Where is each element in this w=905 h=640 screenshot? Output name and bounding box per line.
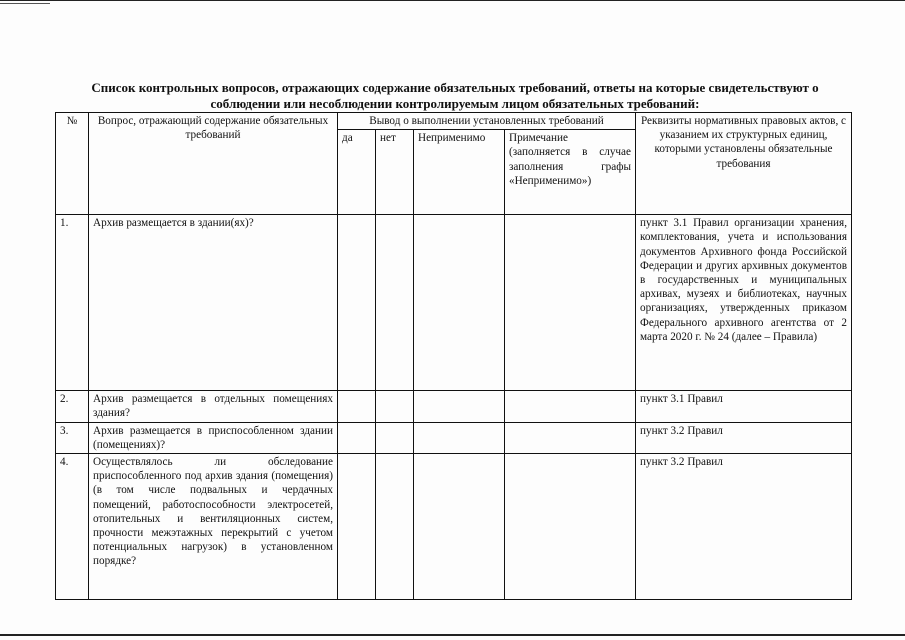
row-requisites: пункт 3.1 Правил (636, 391, 852, 422)
header-conclusion: Вывод о выполнении установленных требований (338, 113, 636, 130)
scan-edge-top (0, 0, 905, 1)
row-question: Архив размещается в здании(ях)? (89, 215, 338, 391)
table-row (56, 422, 852, 453)
header-num: № (56, 113, 89, 215)
header-no: нет (376, 130, 414, 215)
table-row (56, 454, 852, 600)
header-requisites: Реквизиты нормативных правовых актов, с указанием их структурных единиц, которыми установлены обязательные требования (636, 113, 852, 215)
row-number: 2. (56, 391, 89, 422)
checklist-table (55, 112, 852, 600)
cell-yes (338, 215, 376, 391)
cell-no (376, 422, 414, 453)
row-question: Архив размещается в отдельных помещениях здания? (89, 391, 338, 422)
cell-yes (338, 454, 376, 600)
row-requisites: пункт 3.2 Правил (636, 422, 852, 453)
scan-edge-left-mark (0, 3, 50, 4)
row-number: 3. (56, 422, 89, 453)
scan-edge-bottom (0, 634, 905, 636)
cell-no (376, 215, 414, 391)
cell-note (505, 454, 636, 600)
cell-not-applicable (414, 422, 505, 453)
row-question: Осуществлялось ли обследование приспособленного под архив здания (помещения) (в том числе подвальных и чердачных помещений, работоспособности электросетей, отопительных и вентиляционных систем, прочности межэтажных перекрытий с учетом потенциальных нагрузок) в установленном порядке? (89, 454, 338, 600)
cell-yes (338, 422, 376, 453)
table-row (56, 391, 852, 422)
cell-no (376, 454, 414, 600)
cell-note (505, 215, 636, 391)
cell-not-applicable (414, 215, 505, 391)
row-requisites: пункт 3.1 Правил организации хранения, комплектования, учета и использования документов Архивного фонда Российской Федерации и других архивных документов в государственных и муниципальных архивах, музеях и библиотеках, научных организациях, утвержденных приказом Федерального архивного агентства от 2 марта 2020 г. № 24 (далее – Правила) (636, 215, 852, 391)
table-row (56, 215, 852, 391)
row-number: 4. (56, 454, 89, 600)
header-yes: да (338, 130, 376, 215)
header-not-applicable: Неприменимо (414, 130, 505, 215)
cell-not-applicable (414, 454, 505, 600)
header-note: Примечание (заполняется в случае заполнения графы «Неприменимо») (505, 130, 636, 215)
cell-yes (338, 391, 376, 422)
cell-note (505, 422, 636, 453)
cell-no (376, 391, 414, 422)
header-question: Вопрос, отражающий содержание обязательных требований (89, 113, 338, 215)
row-question: Архив размещается в приспособленном здании (помещениях)? (89, 422, 338, 453)
row-requisites: пункт 3.2 Правил (636, 454, 852, 600)
cell-not-applicable (414, 391, 505, 422)
document-title: Список контрольных вопросов, отражающих содержание обязательных требований, ответы на которые свидетельствуют о соблюдении или несоблюдении контролируемым лицом обязательных требований: (91, 80, 819, 111)
cell-note (505, 391, 636, 422)
row-number: 1. (56, 215, 89, 391)
